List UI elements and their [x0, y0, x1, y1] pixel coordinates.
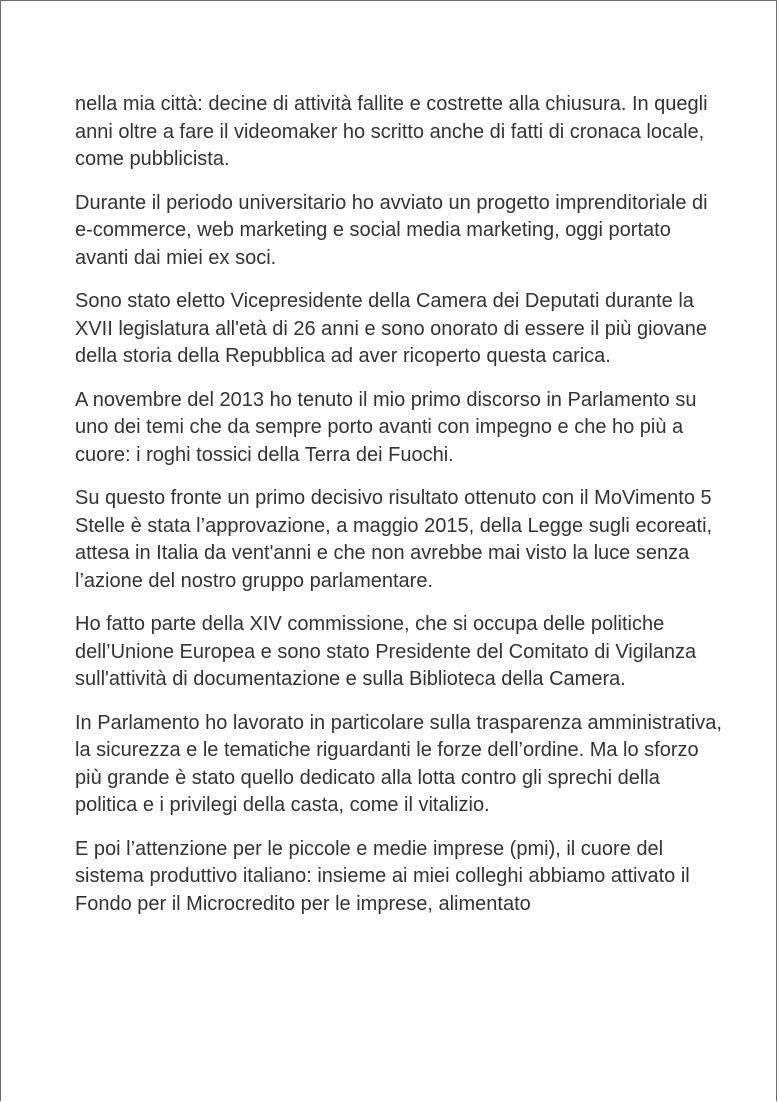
paragraph-7: In Parlamento ho lavorato in particolare sulla trasparenza amministrativa, la sicurezza e le tematiche riguardanti le forze dell’ordine. Ma lo sforzo più grande è stato quello dedicato alla lotta contro gli sprechi della politica e i privilegi della casta, come il vitalizio.	[75, 711, 722, 816]
document-body	[75, 91, 725, 934]
paragraph-2: Durante il periodo universitario ho avviato un progetto imprenditoriale di e-commerce, web marketing e social media marketing, oggi portato avanti dai miei ex soci.	[75, 191, 708, 269]
paragraph-6: Ho fatto parte della XIV commissione, che si occupa delle politiche dell’Unione Europea e sono stato Presidente del Comitato di Vigilanza sull'attività di documentazione e sulla Biblioteca della Camera.	[75, 613, 697, 690]
paragraph-3: Sono stato eletto Vicepresidente della Camera dei Deputati durante la XVII legislatura all'età di 26 anni e sono onorato di essere il più giovane della storia della Repubblica ad aver ricoperto questa carica.	[75, 290, 708, 367]
paragraph-8: E poi l’attenzione per le piccole e medie imprese (pmi), il cuore del sistema produttivo italiano: insieme ai miei colleghi abbiamo attivato il Fondo per il Microcredito per le imprese, alimentato	[75, 837, 690, 915]
paragraph-4: A novembre del 2013 ho tenuto il mio primo discorso in Parlamento su uno dei temi che da sempre porto avanti con impegno e che ho più a cuore: i roghi tossici della Terra dei Fuochi.	[75, 388, 697, 466]
paragraph-5: Su questo fronte un primo decisivo risultato ottenuto con il MoVimento 5 Stelle è stata l’approvazione, a maggio 2015, della Legge sugli ecoreati, attesa in Italia da vent'anni e che non avrebbe mai visto la luce senza l’azione del nostro gruppo parlamentare.	[75, 487, 713, 592]
paragraph-1: nella mia città: decine di attività fallite e costrette alla chiusura. In quegli anni oltre a fare il videomaker ho scritto anche di fatti di cronaca locale, come pubblicista.	[75, 93, 708, 170]
